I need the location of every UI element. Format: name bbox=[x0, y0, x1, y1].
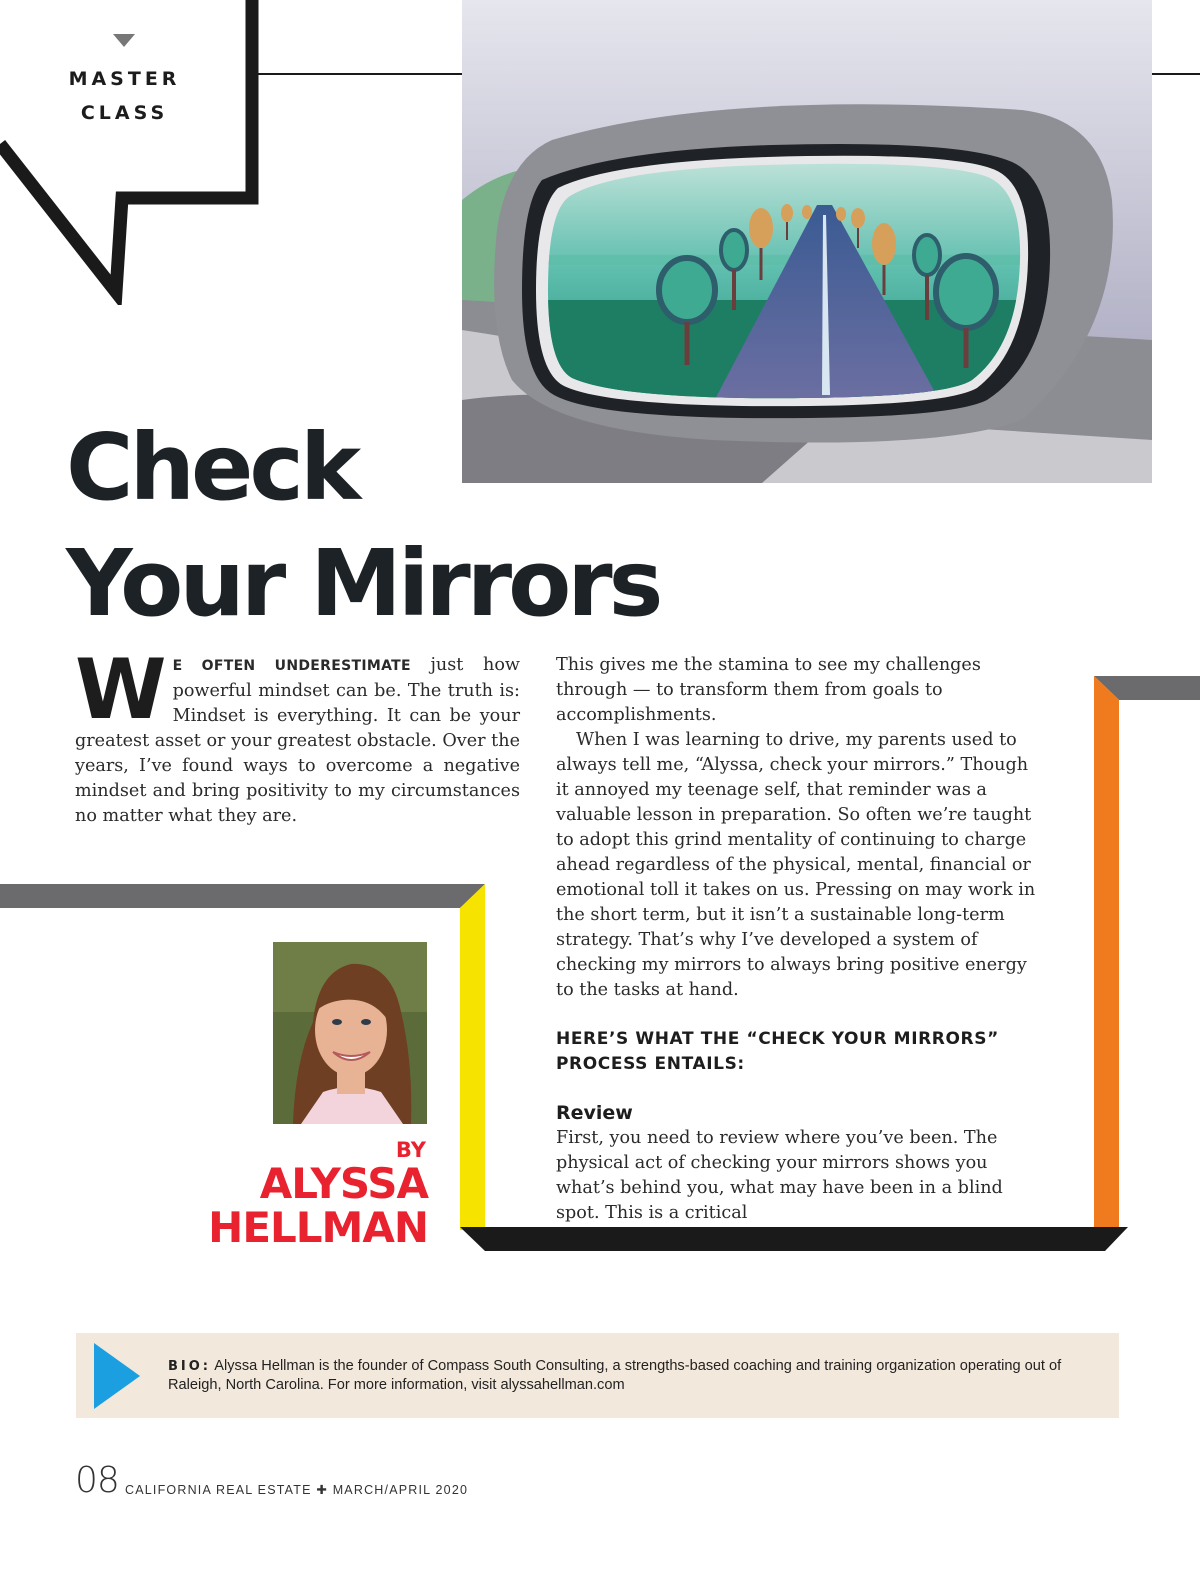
section-label-line2: CLASS bbox=[80, 102, 169, 124]
intro-text: just how powerful mindset can be. The truth is: Mindset is everything. It can be your greatest asset or your greatest obstacle. Over the years, I’ve found ways to overcome a negative mindset and bring positivity to my circumstances no matter what they are. bbox=[75, 655, 520, 826]
byline-by: BY bbox=[395, 1138, 426, 1162]
footer-separator: ✚ bbox=[316, 1483, 328, 1497]
lead-in: E OFTEN UNDERESTIMATE bbox=[172, 658, 411, 674]
byline-last-name: HELLMAN bbox=[208, 1203, 428, 1252]
headline-line2: Your Mirrors bbox=[66, 530, 660, 637]
section-label-line1: MASTER bbox=[68, 68, 181, 90]
right-column bbox=[556, 653, 1044, 1226]
review-paragraph: First, you need to review where you’ve been. The physical act of checking your mirrors shows you what’s behind you, what may have been in a blind spot. This is a critical bbox=[556, 1128, 1003, 1223]
paragraph-driving: When I was learning to drive, my parents used to always tell me, “Alyssa, check your mirrors.” Though it annoyed my teenage self, that reminder was a valuable lesson in preparation. So often we’re taught to adopt this grind mentality of continuing to charge ahead regardless of the physical, mental, financial or emotional toll it takes on us. Pressing on may work in the short term, but it isn’t a sustainable long-term strategy. That’s why I’ve developed a system of checking my mirrors to always bring positive energy to the tasks at hand. bbox=[556, 730, 1036, 1000]
intro-paragraph bbox=[75, 641, 520, 829]
drop-cap: W bbox=[75, 641, 167, 738]
byline-first-name: ALYSSA bbox=[259, 1159, 428, 1208]
bio-body: Alyssa Hellman is the founder of Compass South Consulting, a strengths-based coaching and training organization operating out of Raleigh, North Carolina. For more information, visit alyssahellman.com bbox=[168, 1358, 1062, 1393]
issue-date: MARCH/APRIL 2020 bbox=[332, 1483, 469, 1497]
orange-accent-bar bbox=[1094, 676, 1122, 1232]
play-triangle-icon bbox=[94, 1343, 142, 1409]
left-gray-bar bbox=[0, 884, 490, 910]
footer-publication bbox=[125, 1482, 468, 1497]
review-heading: Review bbox=[556, 1102, 633, 1124]
paragraph-stamina: This gives me the stamina to see my challenges through — to transform them from goals to accomplishments. bbox=[556, 655, 981, 725]
page-number: 08 bbox=[75, 1460, 119, 1501]
author-photo bbox=[273, 942, 427, 1124]
publication-name: CALIFORNIA REAL ESTATE bbox=[125, 1483, 312, 1497]
bio-text bbox=[168, 1357, 1098, 1395]
intro-paragraph-block bbox=[75, 641, 520, 829]
bottom-black-bar bbox=[460, 1227, 1130, 1253]
process-subhead: HERE’S WHAT THE “CHECK YOUR MIRRORS” PROCESS ENTAILS: bbox=[556, 1029, 999, 1074]
yellow-accent-bar bbox=[460, 884, 488, 1232]
bio-label: BIO: bbox=[168, 1359, 211, 1374]
byline-author-name bbox=[170, 1159, 428, 1252]
article-headline bbox=[66, 410, 659, 642]
bio-box bbox=[76, 1333, 1119, 1418]
headline-line1: Check bbox=[66, 414, 358, 521]
triangle-down-icon bbox=[113, 34, 135, 48]
